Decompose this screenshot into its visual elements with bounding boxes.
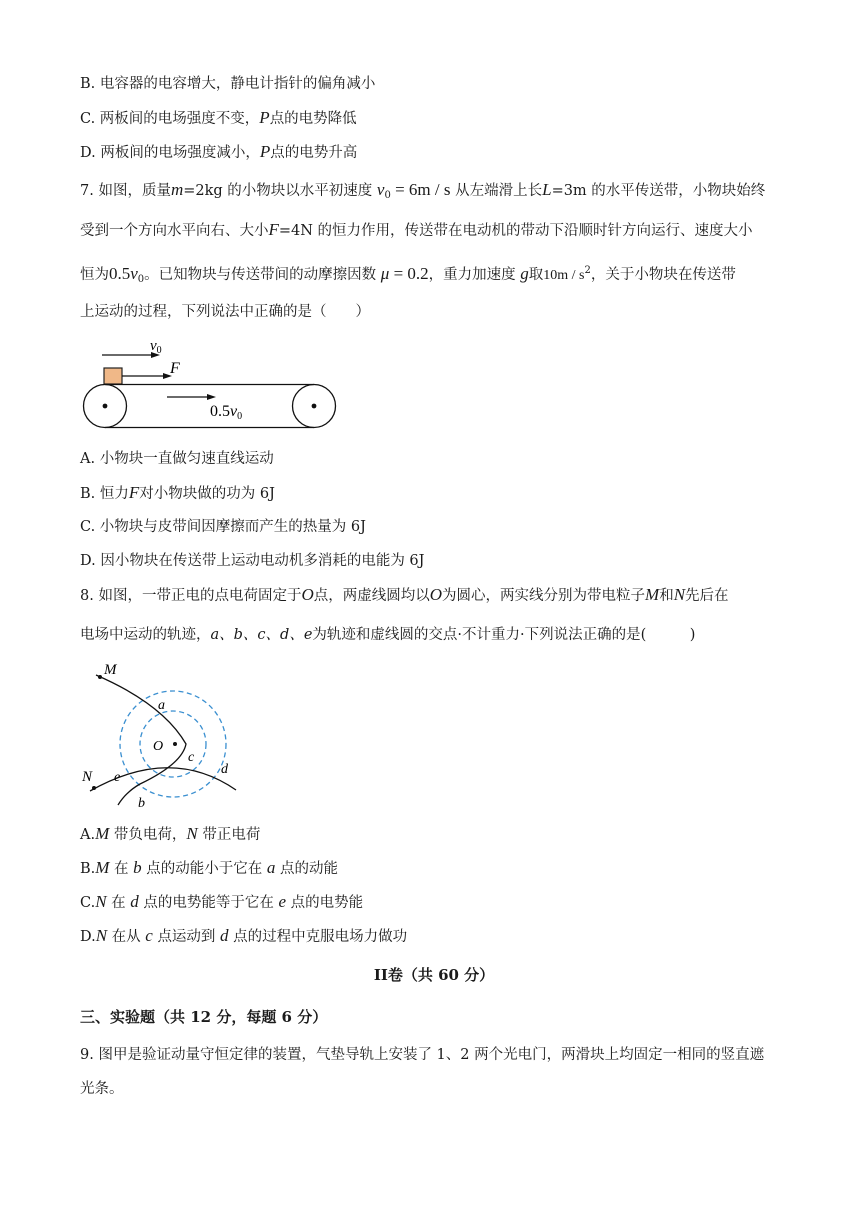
q7-option-b-var: F	[128, 483, 140, 502]
point-charge-O	[173, 742, 177, 746]
q7-stem-line1	[80, 180, 765, 206]
q7-var-F: F	[268, 220, 279, 239]
label-b: b	[138, 796, 145, 811]
belt-velocity-label: 0.5v0	[210, 403, 243, 422]
q7-text: 7. 如图，质量	[80, 183, 171, 199]
label-e: e	[114, 770, 121, 785]
q8-option-d-text: 在从	[111, 929, 141, 945]
q7-coef: 0.5	[109, 264, 131, 283]
q8-option-d-text: 点运动到	[157, 929, 216, 945]
q8-option-b	[80, 858, 338, 879]
q8-var: a	[266, 858, 276, 877]
q7-option-b	[80, 483, 275, 504]
small-block	[104, 368, 122, 384]
q8-stem-line1	[80, 585, 729, 606]
q8-var: d	[130, 892, 139, 911]
q8-text: 先后在	[685, 588, 729, 604]
v0-label: $v_0$	[150, 338, 162, 356]
q8-text: 为圆心，两实线分别为带电粒子	[442, 588, 646, 604]
q8-text: 点，两虚线圆均以	[313, 588, 430, 604]
conveyor-belt-figure	[78, 336, 348, 436]
q7-text: ，重力加速度	[428, 267, 516, 283]
q8-option-a-text: 带负电荷，	[113, 827, 187, 843]
q8-var: M	[95, 824, 110, 843]
q7-stem-line2	[80, 220, 753, 241]
q6-option-c-var: P	[259, 108, 270, 127]
q8-text: 为轨迹和虚线圆的交点·不计重力·下列说法正确的是( )	[312, 627, 696, 643]
q8-option-b-text: 点的动能	[279, 861, 338, 877]
q6-option-d	[80, 142, 357, 163]
q7-sup: 2	[584, 265, 591, 276]
q6-option-b: B. 电容器的电容增大，静电计指针的偏角减小	[80, 76, 376, 92]
q7-var-L: L	[542, 180, 552, 199]
q8-option-b-text: B.	[80, 861, 96, 877]
q7-text: ，关于小物块在传送带	[590, 267, 736, 283]
q7-text: 恒为	[80, 267, 109, 283]
q8-option-c-text: 点的电势能等于它在	[143, 895, 274, 911]
q8-var: d	[220, 926, 229, 945]
q8-var-O: O	[301, 585, 314, 604]
q8-option-b-text: 点的动能小于它在	[146, 861, 263, 877]
trajectory-M	[96, 675, 186, 805]
q8-stem-line2	[80, 625, 695, 645]
q7-text: =4N 的恒力作用，传送带在电动机的带动下沿顺时针方向运行、速度大小	[278, 223, 753, 239]
q8-option-d	[80, 926, 407, 947]
q7-var-mu: μ	[380, 264, 390, 283]
label-N: N	[82, 769, 93, 785]
q8-vars: a、b、c、d、e	[210, 627, 313, 643]
q7-text: =3m 的水平传送带，小物块始终	[551, 183, 766, 199]
q8-option-c-text: 点的电势能	[290, 895, 364, 911]
label-a: a	[158, 698, 165, 713]
q7-sub: 0	[384, 190, 391, 201]
q8-var: b	[133, 858, 142, 877]
q7-option-b-tail: 对小物块做的功为 6J	[139, 486, 275, 502]
q6-option-d-text: D. 两板间的电场强度减小，	[80, 145, 260, 161]
left-pulley-center	[103, 404, 108, 409]
q7-text: 。已知物块与传送带间的动摩擦因数	[144, 267, 377, 283]
q8-option-d-text: D.	[80, 929, 96, 945]
q7-var-v: v	[130, 264, 138, 283]
part-three-heading: 三、实验题（共 12 分，每题 6 分）	[80, 1008, 328, 1026]
q9-stem-line1: 9. 图甲是验证动量守恒定律的装置，气垫导轨上安装了 1、2 两个光电门，两滑块上均固定一相同的竖直遮	[80, 1047, 765, 1063]
q7-sub: 0	[137, 274, 145, 285]
label-d: d	[221, 762, 228, 777]
q8-option-b-text: 在	[114, 861, 129, 877]
q7-option-a: A. 小物块一直做匀速直线运动	[80, 451, 274, 467]
q8-option-a	[80, 824, 260, 845]
q7-eq-v0: = 6m / s	[390, 180, 451, 199]
q8-var: M	[95, 858, 110, 877]
q8-var: N	[186, 824, 198, 843]
N-start-dot	[92, 786, 96, 790]
q9-stem-line2: 光条。	[80, 1081, 124, 1097]
q7-text: =2kg 的小物块以水平初速度	[183, 183, 373, 199]
section-title: II卷（共 60 分）	[373, 966, 495, 984]
q8-var-O: O	[429, 585, 443, 604]
q8-option-c-text: 在	[111, 895, 126, 911]
q8-text: 8. 如图，一带正电的点电荷固定于	[80, 588, 302, 604]
q8-text: 电场中运动的轨迹，	[80, 627, 211, 643]
q8-text: 和	[659, 588, 674, 604]
q6-option-c-tail: 点的电势降低	[269, 111, 357, 127]
q6-option-d-tail: 点的电势升高	[270, 145, 358, 161]
label-O: O	[153, 739, 164, 754]
M-start-dot	[98, 675, 102, 679]
q7-text: 受到一个方向水平向右、大小	[80, 223, 269, 239]
q8-var: N	[95, 892, 107, 911]
q7-g-value: 10m / s	[543, 268, 585, 283]
q8-var-M: M	[645, 585, 660, 604]
right-pulley-center	[312, 404, 317, 409]
q8-var: N	[95, 926, 108, 945]
q7-stem-line3	[80, 261, 736, 290]
force-label: F	[170, 360, 180, 377]
q7-option-c: C. 小物块与皮带间因摩擦而产生的热量为 6J	[80, 519, 366, 535]
q7-var-v0: v	[376, 180, 385, 199]
q6-option-d-var: P	[259, 142, 271, 161]
q7-text: 从左端滑上长	[455, 183, 543, 199]
q8-option-d-text: 点的过程中克服电场力做功	[233, 929, 408, 945]
q8-option-a-text: A.	[80, 827, 96, 843]
q8-option-c	[80, 892, 363, 913]
q7-text: 取	[528, 267, 544, 283]
q6-option-c	[80, 108, 357, 129]
label-M: M	[104, 662, 117, 678]
label-c: c	[188, 750, 195, 765]
q7-var-g: g	[520, 264, 529, 283]
q7-option-b-text: B. 恒力	[80, 486, 129, 502]
q8-var: e	[278, 892, 287, 911]
q8-option-c-text: C.	[80, 895, 96, 911]
q6-option-c-text: C. 两板间的电场强度不变，	[80, 111, 260, 127]
q7-var-m: m	[170, 180, 184, 199]
q8-var: c	[145, 926, 153, 945]
q7-option-d: D. 因小物块在传送带上运动电动机多消耗的电能为 6J	[80, 553, 425, 569]
electric-field-figure	[78, 660, 248, 812]
q8-option-a-text: 带正电荷	[202, 827, 261, 843]
q7-eq-mu: = 0.2	[389, 264, 429, 283]
q7-stem-line4: 上运动的过程，下列说法中正确的是（ ）	[80, 304, 370, 320]
q8-var-N: N	[673, 585, 686, 604]
belt-velocity-arrowhead	[207, 394, 216, 400]
